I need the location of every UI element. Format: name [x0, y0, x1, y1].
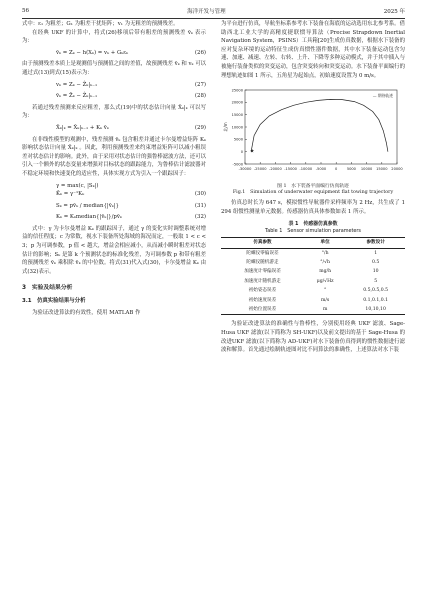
- series-line-trajectory: [251, 100, 388, 152]
- journal-name: 海洋开发与管理: [187, 9, 226, 15]
- table-cell: 0.5,0.5,0.5: [363, 288, 389, 294]
- x-tick-label: -15000: [284, 167, 297, 172]
- equation: K̄ₖ = γ⁻¹Kₖ (30): [56, 191, 206, 198]
- y-tick-label: -5000: [232, 162, 243, 167]
- table-cell: m/s: [320, 297, 330, 303]
- paragraph: 为平台进行仿真，导航坐标系参考水下装备在海底的运动选用东北参考系。借助西北工业大学的高精度捷联惯导算法（Precise Strapdown Inertial Navigation System，PSINS）工具箱[20]生成仿真数据，根据水下装备的应对复杂环境的运动特征生成仿真惯性器件数据，其中水下装备运动包含匀速、加速、减速、左转、右转、上升、下降等多种运动模式，并于其中插入与被施行装备类似的突变运动，包含突变转向和突变运动。水下装备平面编行的理想轨迹如图 1 所示，五角星为起始点，初始速度设置为 0 m/s。: [221, 21, 405, 79]
- table-cell: °/√h: [320, 259, 330, 265]
- table-cell: 0.1,0.1,0.1: [363, 297, 389, 303]
- x-tick-label: -10000: [299, 167, 313, 172]
- paragraph: 在经典 UKF 的计算中，将式(26)移项后带有粗差的预测残差 v̄ₖ 表示为：: [22, 29, 206, 45]
- x-tick-label: -5000: [315, 167, 327, 172]
- table-cell: 陀螺仪随机游走: [246, 259, 279, 265]
- x-tick-label: -30000: [238, 167, 252, 172]
- table-cell: m: [322, 306, 328, 312]
- table-cell: 1: [374, 250, 378, 256]
- y-tick-label: 10000: [231, 125, 243, 130]
- year: 2025 年: [383, 9, 405, 15]
- table-cell: °/h: [321, 250, 329, 256]
- equation: v̄ₖ = Z̄ₖ − Ẑₖ|ₖ₋₁ (28): [56, 93, 206, 100]
- table-row: [221, 305, 405, 315]
- paragraph: 仿真总时长为 647 s，模拟惯性导航器件采样频率为 2 Hz，共生成了 1 294 组惯性测量单元数据。传感器仿真具体参数如表 1 所示。: [221, 199, 405, 215]
- figure-1: [221, 84, 405, 197]
- equation: v̄ₖ = Zₖ − h(Xₖ) = vₖ + Gₖεₖ (26): [56, 49, 206, 56]
- table-row: [221, 286, 405, 295]
- page-header: [22, 6, 405, 19]
- y-tick-label: 5000: [233, 137, 243, 142]
- x-tick-label: 10000: [360, 167, 373, 172]
- table-cell: 加速度计随机游走: [244, 278, 281, 284]
- x-tick-label: 0: [335, 167, 338, 172]
- table-cell: 陀螺仪零偏误差: [246, 250, 279, 256]
- x-tick-label: -25000: [253, 167, 267, 172]
- start-star-icon: ★: [249, 148, 255, 155]
- paragraph: 在非线性模型的观测中，残差预测 v̄ₖ 包含粗差并通过卡尔曼增益矩阵 Kₖ 影响状态估计向量 X̂ₖ|ₖ 。因此，利用预测残差来约束增益矩阵可以减小粗误差对状态估计的影响。此外，由于采用对状态估计的强鲁棒滤波方法，还可以引入一个额外的状态变量来增强对目标状态的跟踪能力，为鲁棒估计滤波器对不稳定环境和快速变化的适应性，具体实现方式为引入一个跟踪因子：: [22, 136, 206, 177]
- y-tick-label: 25000: [231, 88, 243, 93]
- table-row: [221, 296, 405, 305]
- table-cell: 10: [372, 269, 379, 275]
- table-cell: 初始位置误差: [248, 306, 277, 312]
- paragraph: 若通过残差预测来反应粗差，那么式(19)中的状态估计向量 X̂ₖ|ₖ 可以写为：: [22, 104, 206, 120]
- paragraph: 为验证改进算法的准确性与鲁棒性，分别使用经典 UKF 滤波、Sage-Husa UKF 滤波(以下简称为 SH-UKF)以及前文提出的基于 Sage-Husa 的改进UKF 滤波(以下简称为 AD-UKF)对水下装备仿真得到的惯性数据进行滤波和解算。首先通过绘制轨迹图对比不同算法的准确性，上述算法对水下装: [221, 321, 405, 354]
- figure-caption-en: Fig.1 Simulation of underwater equipment flat towing trajectory: [232, 190, 394, 196]
- x-tick-label: 15000: [376, 167, 388, 172]
- table-title-en: Table 1 Sensor simulation parameters: [265, 228, 361, 235]
- equation: vₖ = Zₖ − Ẑₖ|ₖ₋₁ (27): [56, 81, 206, 88]
- right-column: [221, 20, 405, 355]
- figure-caption: 图 1 水下装备平面编行仿真轨迹: [277, 183, 349, 189]
- paragraph: 式中：γ 为卡尔曼增益 Kₖ 的跟踪因子，通过 γ 的变化实时调整系统对增益的信任程度；c 为常数，视水下装备所处海域的海况而定，一般取 1 < c < 3；p 为可调参数，p 值 < 越大，增益会相应减小，从而减小瞬时粗差对状态估计的影响；Sₖ 是第 k 个预测状态的标准化残差，为可调参数 p 和带有粗差的预测残差 v̄ₖ 乘积除 v̄ₖ 的中位数。将式(31)代入式(30)，卡尔曼增益 Kₖ 由式(32)表示。: [22, 225, 206, 275]
- table-cell: 0.5: [372, 259, 380, 265]
- x-tick-label: -20000: [269, 167, 282, 172]
- x-tick-label: 20000: [391, 167, 403, 172]
- equation: γ = max(c, |Sₖ|): [56, 182, 99, 189]
- section-heading: 3 实验及结果分析: [22, 285, 73, 292]
- table-cell: °: [323, 288, 327, 294]
- table-row: [221, 267, 405, 276]
- equation: Kₖ = Kₖmedian{|v̄ₖ|}/pv̄ₖ (32): [56, 214, 206, 221]
- table-row: [221, 277, 405, 286]
- y-tick-label: 15000: [231, 113, 243, 118]
- legend-entry: — 期待轨迹: [372, 93, 393, 99]
- table-cell: 初始姿态误差: [248, 288, 277, 294]
- table-cell: 初始速度误差: [248, 297, 277, 303]
- y-tick-label: 20000: [231, 100, 243, 105]
- table-title: 表 1 传感器仿真参数: [288, 221, 338, 228]
- left-column: [22, 20, 206, 317]
- paragraph: 为验证改进算法的有效性，使用 MATLAB 作: [32, 309, 141, 316]
- y-axis-label: 北/m: [223, 122, 228, 132]
- page-number: 56: [22, 8, 29, 14]
- subsection-heading: 3.1 仿真实验结果与分析: [22, 298, 86, 305]
- equation: Sₖ = pv̄ₖ / median{|v̄ₖ|} (31): [56, 202, 206, 209]
- paragraph: 式中：ε₁ 为粗差；G₁ 为粗差干扰矩阵；v₁ 为无粗差的预测残差。: [22, 21, 179, 27]
- paragraph: 由于预测残差本质上是观测值与预测值之间的差值，故预测残差 v̄ₖ 和 vₖ 可以通过式(13)到式(15)表示为：: [22, 61, 206, 76]
- table-row: [221, 248, 405, 258]
- table-cell: 5: [374, 278, 378, 284]
- trajectory-chart: [221, 84, 405, 180]
- table-header: 单位: [320, 240, 330, 246]
- table-cell: mg/h: [319, 269, 332, 275]
- equation: X̂ₖ|ₖ = X̂ₖ|ₖ₋₁ + Kₖ v̄ₖ (29): [56, 124, 206, 131]
- x-tick-label: 5000: [346, 167, 356, 172]
- plot-frame: [245, 90, 397, 164]
- sensor-parameter-table: [221, 237, 405, 315]
- table-row: [221, 258, 405, 267]
- table-header: 参数设计: [366, 240, 385, 246]
- table-cell: 加速度计零偏误差: [244, 269, 281, 275]
- table-cell: μg/√Hz: [316, 278, 334, 284]
- table-cell: 10,10,10: [365, 306, 386, 312]
- y-tick-label: 0: [240, 150, 243, 155]
- table-header: 仿真参数: [253, 240, 272, 246]
